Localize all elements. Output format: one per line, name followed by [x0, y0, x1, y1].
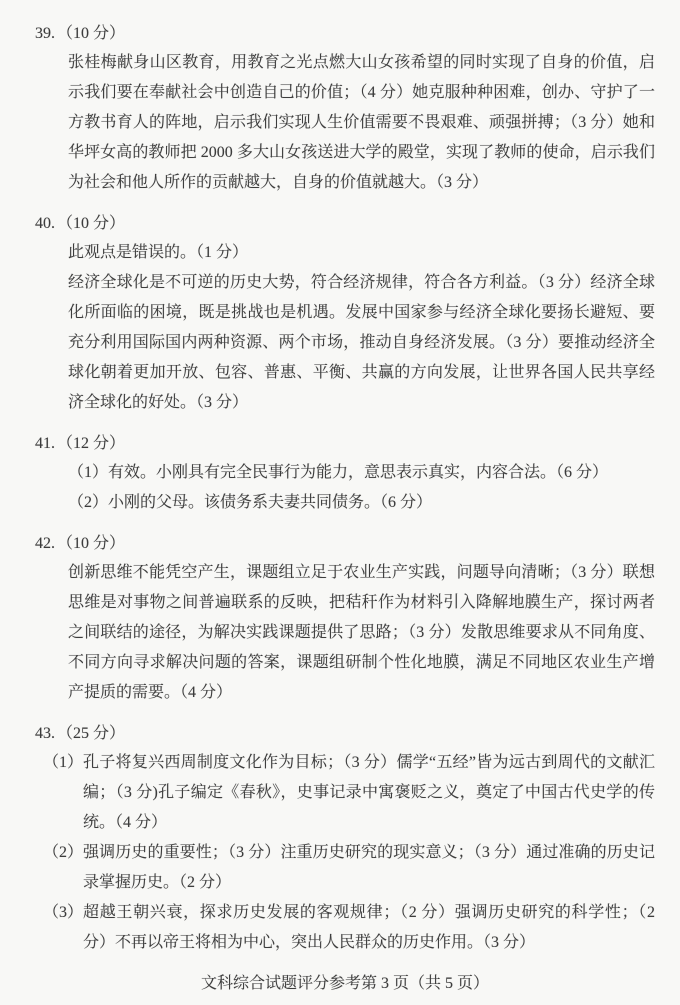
question-43: [35, 720, 655, 958]
question-41-answer: [68, 458, 655, 518]
item-text: 超越王朝兴衰，探求历史发展的客观规律；（2 分）强调历史研究的科学性；（2 分）不再以帝王将相为中心，突出人民群众的历史作用。（3 分）: [83, 904, 655, 951]
question-40: [35, 210, 655, 418]
question-39-header: [35, 20, 655, 48]
question-42-answer: [68, 558, 655, 708]
question-points: （25 分）: [57, 725, 126, 742]
answer-paragraph: 此观点是错误的。（1 分）: [68, 244, 249, 261]
question-number: 39.: [35, 25, 55, 42]
item-marker: （2）: [43, 844, 84, 861]
answer-item: （2）小刚的父母。该债务系夫妻共同债务。（6 分）: [68, 494, 433, 511]
question-points: （10 分）: [57, 25, 126, 42]
question-points: （10 分）: [57, 535, 126, 552]
answer-paragraph: 张桂梅献身山区教育，用教育之光点燃大山女孩希望的同时实现了自身的价值，启示我们要在奉献社会中创造自己的价值；（4 分）她克服种种困难，创办、守护了一方教书育人的阵地，启示我们实现人生价值需要不畏艰难、顽强拼搏；（3 分）她和华坪女高的教师把 2000 多大山女孩送进大学的殿堂，实现了教师的使命，启示我们为社会和他人所作的贡献越大，自身的价值就越大。（3 分）: [68, 54, 655, 191]
question-points: （12 分）: [57, 435, 126, 452]
question-points: （10 分）: [57, 215, 126, 232]
question-number: 43.: [35, 725, 55, 742]
item-text: 强调历史的重要性；（3 分）注重历史研究的现实意义；（3 分）通过准确的历史记录掌握历史。（2 分）: [83, 844, 655, 891]
question-42-header: [35, 530, 655, 558]
question-number: 40.: [35, 215, 55, 232]
page-footer: 文科综合试题评分参考第 3 页（共 5 页）: [200, 975, 489, 992]
answer-paragraph: 创新思维不能凭空产生，课题组立足于农业生产实践，问题导向清晰；（3 分）联想思维是对事物之间普遍联系的反映，把秸秆作为材料引入降解地膜生产，探讨两者之间联结的途径，为解决实践课题提供了思路；（3 分）发散思维要求从不同角度、不同方向寻求解决问题的答案，课题组研制个性化地膜，满足不同地区农业生产增产提质的需要。（4 分）: [68, 564, 655, 701]
answer-item: [43, 748, 655, 838]
question-39: [35, 20, 655, 198]
question-40-header: [35, 210, 655, 238]
question-39-answer: [68, 48, 655, 198]
item-text: 孔子将复兴西周制度文化作为目标；（3 分）儒学“五经”皆为远古到周代的文献汇编；（3 分)孔子编定《春秋》，史事记录中寓褒贬之义，奠定了中国古代史学的传统。（4 分）: [83, 754, 655, 831]
question-number: 41.: [35, 435, 55, 452]
answer-item: [43, 838, 655, 898]
question-43-answer: [43, 748, 655, 958]
question-42: [35, 530, 655, 708]
answer-paragraph: 经济全球化是不可逆的历史大势，符合经济规律，符合各方利益。（3 分）经济全球化所面临的困境，既是挑战也是机遇。发展中国家参与经济全球化要扬长避短、要充分利用国际国内两种资源、两个市场，推动自身经济发展。（3 分）要推动经济全球化朝着更加开放、包容、普惠、平衡、共赢的方向发展，让世界各国人民共享经济全球化的好处。（3 分）: [68, 274, 655, 411]
item-marker: （1）: [43, 754, 84, 771]
answer-item: （1）有效。小刚具有完全民事行为能力，意思表示真实，内容合法。（6 分）: [68, 464, 609, 481]
item-marker: （3）: [43, 904, 84, 921]
question-number: 42.: [35, 535, 55, 552]
question-41: [35, 430, 655, 518]
question-40-answer: [68, 238, 655, 418]
answer-item: [43, 898, 655, 958]
question-43-header: [35, 720, 655, 748]
question-41-header: [35, 430, 655, 458]
